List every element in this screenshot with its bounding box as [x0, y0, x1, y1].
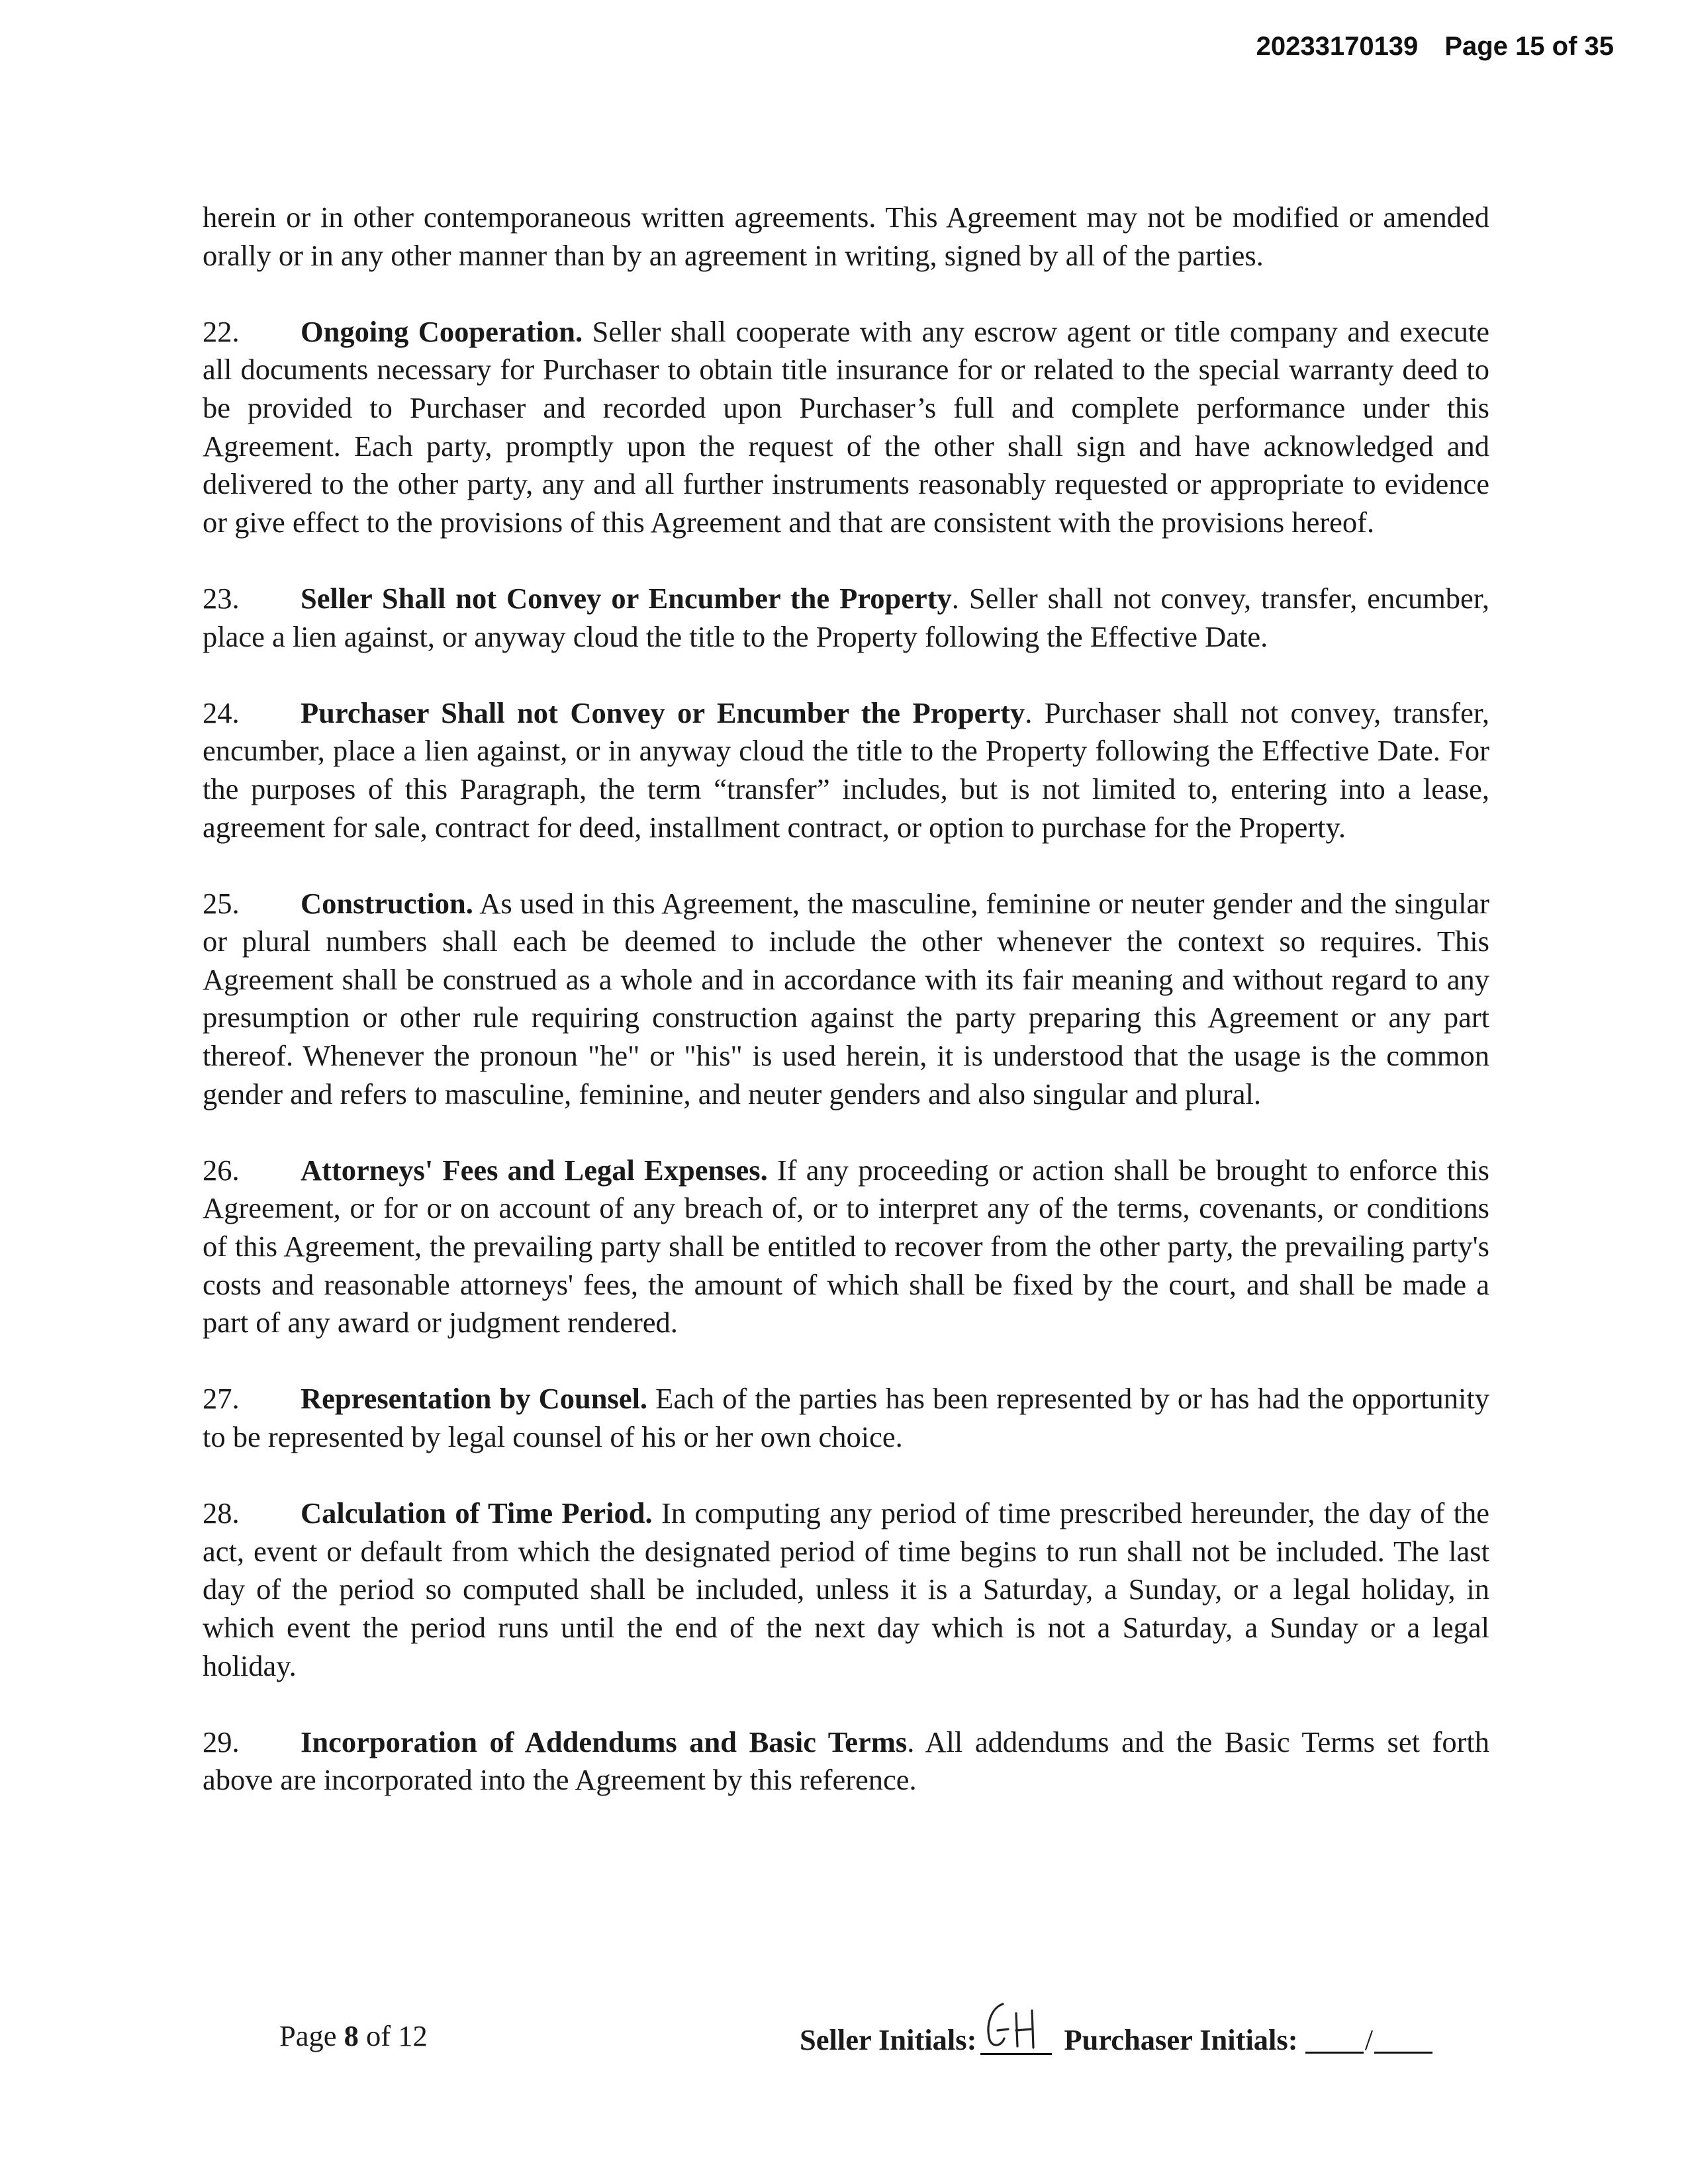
agreement-body [203, 199, 1489, 1838]
paragraph-heading: Representation by Counsel. [301, 1382, 648, 1416]
paragraph-heading: Construction. [301, 886, 473, 920]
recording-page-label: Page 15 of 35 [1444, 32, 1614, 61]
paragraph-heading: Ongoing Cooperation. [301, 314, 583, 348]
page-total: 12 [398, 2019, 428, 2052]
paragraph-text: . Purchaser shall not convey, transfer, encumber, place a lien against, or in anyway cloud the title to the Property following the Effective Date. For the purposes of this Paragraph, the term “transfer” includes, but is not limited to, entering into a lease, agreement for sale, contract for deed, installment contract, or option to purchase for the Property. [203, 696, 1489, 844]
paragraph-text: Seller shall cooperate with any escrow agent or title company and execute all documents necessary for Purchaser to obtain title insurance for or related to the special warranty deed to be provided to Purchaser and recorded upon Purchaser’s full and complete performance under this Agreement. Each party, promptly upon the request of the other shall sign and have acknowledged and delivered to the other party, any and all further instruments reasonably requested or appropriate to evidence or give effect to the provisions of this Agreement and that are consistent with the provisions hereof. [203, 314, 1490, 539]
paragraph-heading: Incorporation of Addendums and Basic Terms [301, 1725, 908, 1758]
paragraph-heading: Attorneys' Fees and Legal Expenses. [301, 1153, 768, 1187]
paragraph-text: . All addendums and the Basic Terms set forth above are incorporated into the Agreement by this reference. [203, 1725, 1489, 1797]
page-word: Page [279, 2019, 337, 2052]
paragraph-text: . Seller shall not convey, transfer, encumber, place a lien against, or anyway cloud the title to the Property following the Effective Date. [203, 581, 1489, 653]
paragraph-number: 27. [203, 1382, 240, 1416]
paragraph-heading: Seller Shall not Convey or Encumber the Property [301, 581, 952, 615]
page-footer [0, 1999, 1688, 2058]
paragraph-text: In computing any period of time prescribed hereunder, the day of the act, event or default from which the designated period of time begins to run shall not be included. The last day of the period so computed shall be included, unless it is a Saturday, a Sunday, or a legal holiday, in which event the period runs until the end of the next day which is not a Saturday, a Sunday or a legal holiday. [203, 1496, 1489, 1682]
paragraph-number: 23. [203, 581, 240, 615]
paragraph-heading: Calculation of Time Period. [301, 1496, 653, 1530]
paragraph-text: If any proceeding or action shall be brought to enforce this Agreement, or for or on account of any breach of, or to interpret any of the terms, covenants, or conditions of this Agreement, the prevailing party shall be entitled to recover from the other party, the prevailing party's costs and reasonable attorneys' fees, the amount of which shall be fixed by the court, and shall be made a part of any award or judgment rendered. [203, 1153, 1490, 1340]
page-number [279, 2019, 428, 2053]
paragraph-25 [203, 885, 1489, 1114]
document-number: 20233170139 [1256, 32, 1419, 61]
seller-initials-handwriting [982, 1999, 1055, 2052]
purchaser-initials-label: Purchaser Initials: [1064, 2023, 1298, 2056]
paragraph-22 [203, 313, 1489, 542]
page-of: of [366, 2019, 391, 2052]
seller-initials-field [980, 2019, 1052, 2055]
paragraph-text: Each of the parties has been represented by or has had the opportunity to be represented by legal counsel of his or her own choice. [203, 1382, 1490, 1453]
paragraph-continuation [203, 199, 1489, 275]
paragraph-number: 26. [203, 1153, 240, 1187]
document-header [1256, 32, 1614, 62]
paragraph-text: As used in this Agreement, the masculine, feminine or neuter gender and the singular or plural numbers shall each be deemed to include the other whenever the context so requires. This Agreement shall be construed as a whole and in accordance with its fair meaning and without regard to any presumption or other rule requiring construction against the party preparing this Agreement or any part thereof. Whenever the pronoun "he" or "his" is used herein, it is understood that the usage is the common gender and refers to masculine, feminine, and neuter genders and also singular and plural. [203, 886, 1490, 1111]
paragraph-number: 22. [203, 314, 240, 348]
purchaser-initials-blank-1[interactable] [1305, 2025, 1364, 2054]
purchaser-initials-blank-2[interactable] [1374, 2025, 1432, 2054]
paragraph-24 [203, 694, 1489, 846]
paragraph-23 [203, 580, 1489, 656]
paragraph-text: herein or in other contemporaneous written agreements. This Agreement may not be modified or amended orally or in any other manner than by an agreement in writing, signed by all of the parties. [203, 201, 1489, 272]
page-current: 8 [344, 2019, 359, 2052]
initials-block [800, 2019, 1432, 2057]
paragraph-number: 29. [203, 1725, 240, 1758]
paragraph-number: 25. [203, 886, 240, 920]
seller-initials-label: Seller Initials: [800, 2023, 977, 2056]
paragraph-29 [203, 1723, 1489, 1799]
paragraph-27 [203, 1380, 1489, 1456]
paragraph-number: 28. [203, 1496, 240, 1530]
paragraph-28 [203, 1494, 1489, 1685]
paragraph-heading: Purchaser Shall not Convey or Encumber the Property [301, 696, 1025, 729]
paragraph-number: 24. [203, 696, 240, 729]
paragraph-26 [203, 1152, 1489, 1342]
purchaser-initials-separator: / [1364, 2023, 1374, 2056]
